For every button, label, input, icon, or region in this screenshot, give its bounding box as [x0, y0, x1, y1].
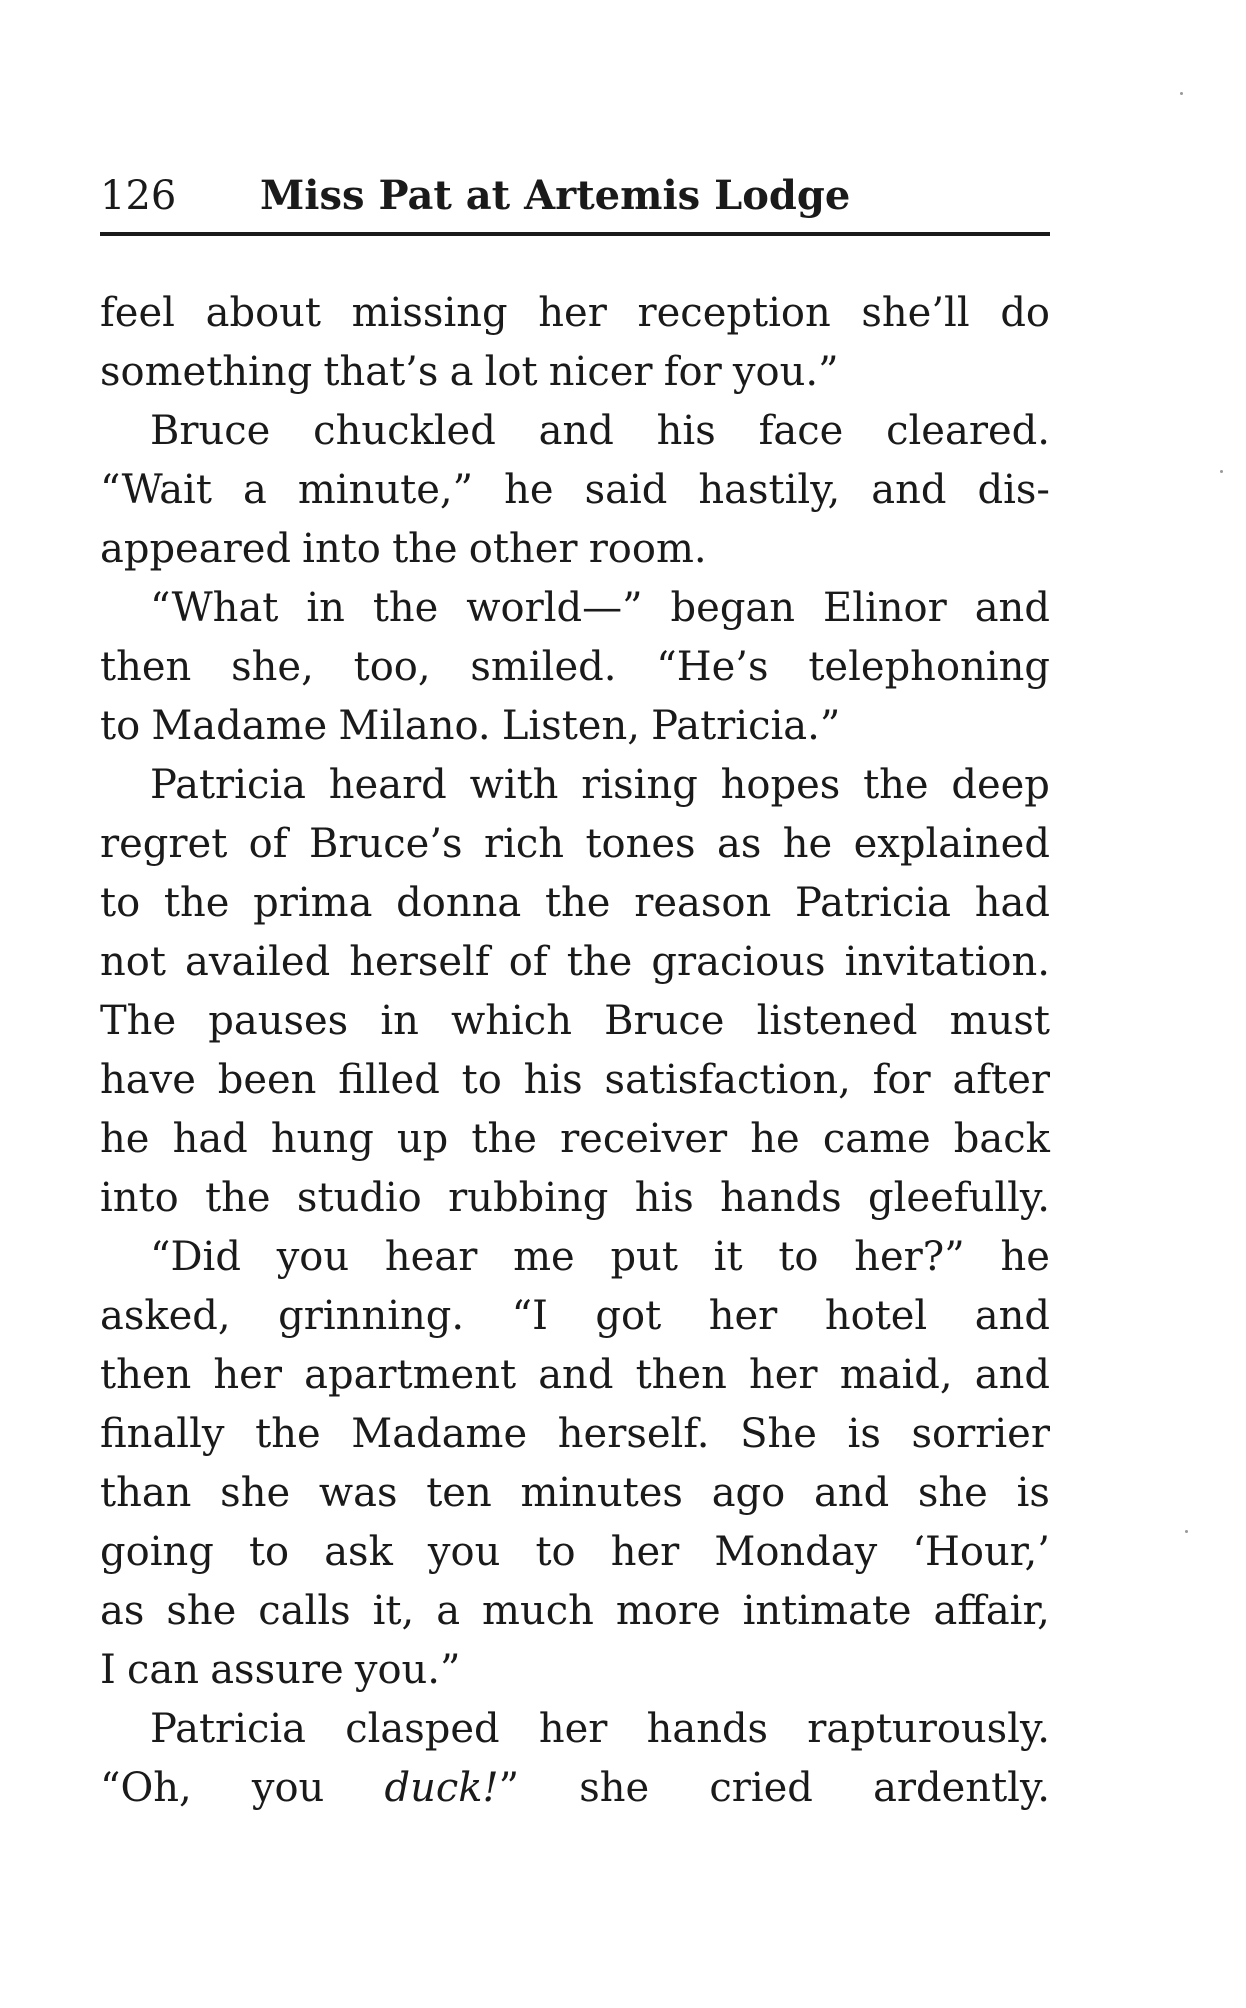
word: hotel — [824, 1293, 928, 1339]
word: gleefully. — [868, 1175, 1050, 1221]
word: ‘Hour,’ — [912, 1529, 1050, 1575]
word: she — [220, 1470, 291, 1516]
word: into — [302, 526, 381, 572]
word: finally — [100, 1411, 225, 1457]
word: began — [670, 585, 796, 631]
word: ask — [324, 1529, 393, 1575]
word: donna — [396, 880, 522, 926]
word: her — [708, 1293, 778, 1339]
word: sorrier — [911, 1411, 1050, 1457]
word: maid, — [839, 1352, 953, 1398]
word: “He’s — [656, 644, 769, 690]
word: to — [535, 1529, 576, 1575]
text-line — [100, 992, 1050, 1051]
word: deep — [951, 762, 1050, 808]
word: it, — [372, 1588, 415, 1634]
page-number: 126 — [100, 173, 177, 219]
word: and — [974, 1352, 1050, 1398]
text-line — [100, 1700, 1050, 1759]
word: hopes — [720, 762, 841, 808]
word: reason — [634, 880, 772, 926]
word: she’ll — [861, 290, 970, 336]
text-line — [100, 933, 1050, 992]
word: the — [544, 880, 611, 926]
word: and — [974, 585, 1050, 631]
word: She — [740, 1411, 817, 1457]
word: rubbing — [448, 1175, 609, 1221]
word: something — [100, 349, 313, 395]
word: and — [538, 1352, 614, 1398]
word: in — [380, 998, 419, 1044]
text-line — [100, 1346, 1050, 1405]
word: was — [318, 1470, 398, 1516]
word: you — [427, 1529, 501, 1575]
word: about — [205, 290, 321, 336]
word: more — [615, 1588, 721, 1634]
word: into — [100, 1175, 179, 1221]
word: room. — [588, 526, 707, 572]
word: Madame — [351, 1411, 528, 1457]
word: you — [276, 1234, 350, 1280]
word: he — [100, 1116, 150, 1162]
text-line — [100, 1051, 1050, 1110]
header-rule — [100, 232, 1050, 236]
word: grinning. — [278, 1293, 465, 1339]
text-line — [100, 520, 1050, 579]
text-line — [100, 579, 1050, 638]
text-line — [100, 1759, 1050, 1818]
word: as — [716, 821, 762, 867]
word: she — [166, 1588, 237, 1634]
word: of — [508, 939, 548, 985]
word: not — [100, 939, 166, 985]
word: Patricia — [150, 762, 306, 808]
running-head — [100, 166, 1050, 226]
text-line — [100, 874, 1050, 933]
word: a — [242, 467, 267, 513]
word: in — [306, 585, 345, 631]
word: hands — [720, 1175, 842, 1221]
word: been — [217, 1057, 317, 1103]
text-line — [100, 461, 1050, 520]
word: feel — [100, 290, 175, 336]
word: can — [127, 1647, 200, 1693]
word: said — [584, 467, 668, 513]
word: asked, — [100, 1293, 231, 1339]
word: reception — [637, 290, 831, 336]
word: “I — [511, 1293, 548, 1339]
body-text — [100, 284, 1050, 1818]
word: to — [248, 1529, 290, 1575]
word: must — [949, 998, 1050, 1044]
word: other — [468, 526, 578, 572]
word: and — [974, 1293, 1050, 1339]
word: a — [436, 1588, 461, 1634]
text-line — [100, 1523, 1050, 1582]
word: regret — [100, 821, 228, 867]
word: you.” — [732, 349, 839, 395]
word: The — [100, 998, 177, 1044]
text-line — [100, 1169, 1050, 1228]
word: it — [713, 1234, 743, 1280]
word: her — [213, 1352, 282, 1398]
word: too, — [353, 644, 431, 690]
word: lot — [484, 349, 538, 395]
word: have — [100, 1057, 196, 1103]
word: dis- — [977, 467, 1050, 513]
word: to — [100, 880, 141, 926]
word: the — [392, 526, 458, 572]
word: Madame — [151, 703, 328, 749]
word: came — [822, 1116, 931, 1162]
text-line — [100, 1405, 1050, 1464]
word: she, — [231, 644, 314, 690]
word: Patricia — [150, 1706, 306, 1752]
word: hung — [270, 1116, 374, 1162]
word: explained — [853, 821, 1050, 867]
word: minutes — [520, 1470, 683, 1516]
word: of — [248, 821, 288, 867]
word: than — [100, 1470, 192, 1516]
word: he — [504, 467, 554, 513]
word: hear — [384, 1234, 478, 1280]
text-line — [100, 1464, 1050, 1523]
word: then — [100, 644, 192, 690]
word: a — [449, 349, 474, 395]
text-line — [100, 1287, 1050, 1346]
text-line — [100, 343, 1050, 402]
word: ardently. — [873, 1765, 1050, 1811]
word: “Oh, — [100, 1765, 192, 1811]
word: gracious — [651, 939, 826, 985]
word: filled — [338, 1057, 440, 1103]
word: nicer — [548, 349, 653, 395]
word: hastily, — [698, 467, 841, 513]
word: Patricia — [794, 880, 951, 926]
word: Bruce — [150, 408, 271, 454]
text-line — [100, 284, 1050, 343]
scan-speck — [1180, 92, 1183, 95]
word: I — [100, 1647, 116, 1693]
word: his — [634, 1175, 694, 1221]
word: chuckled — [313, 408, 496, 454]
word: Bruce — [604, 998, 725, 1044]
word: telephoning — [808, 644, 1050, 690]
word: receiver — [560, 1116, 728, 1162]
word: prima — [253, 880, 373, 926]
word: for — [872, 1057, 931, 1103]
word: hands — [646, 1706, 769, 1752]
word: to — [461, 1057, 502, 1103]
text-line — [100, 638, 1050, 697]
word: to — [100, 703, 141, 749]
word: the — [255, 1411, 321, 1457]
word: me — [513, 1234, 575, 1280]
word: the — [566, 939, 633, 985]
word: Patricia.” — [651, 703, 841, 749]
word: herself — [349, 939, 490, 985]
word: her — [538, 290, 607, 336]
text-line — [100, 697, 1050, 756]
word: availed — [185, 939, 331, 985]
word: then — [635, 1352, 727, 1398]
word: “Did — [150, 1234, 241, 1280]
word: to — [778, 1234, 819, 1280]
word: pauses — [208, 998, 349, 1044]
word: apartment — [304, 1352, 517, 1398]
word: his — [523, 1057, 583, 1103]
word: studio — [296, 1175, 422, 1221]
word: smiled. — [470, 644, 617, 690]
text-line — [100, 756, 1050, 815]
word: for — [663, 349, 722, 395]
word: Bruce’s — [308, 821, 463, 867]
word: going — [100, 1529, 214, 1575]
word: affair, — [933, 1588, 1050, 1634]
word: she — [917, 1470, 988, 1516]
word: her — [610, 1529, 680, 1575]
word: the — [471, 1116, 537, 1162]
word: that’s — [323, 349, 439, 395]
book-title: Miss Pat at Artemis Lodge — [260, 172, 851, 219]
word: missing — [351, 290, 508, 336]
word: Listen, — [501, 703, 640, 749]
text-line — [100, 815, 1050, 874]
word: her — [748, 1352, 818, 1398]
word: cried — [709, 1765, 813, 1811]
word: much — [482, 1588, 594, 1634]
word: he — [750, 1116, 800, 1162]
word: his — [656, 408, 716, 454]
text-line — [100, 402, 1050, 461]
word: got — [595, 1293, 662, 1339]
word: Milano. — [338, 703, 491, 749]
word: rich — [483, 821, 565, 867]
word: then — [100, 1352, 192, 1398]
word: tones — [585, 821, 696, 867]
word: Elinor — [823, 585, 947, 631]
text-line — [100, 1228, 1050, 1287]
word: duck!” — [384, 1765, 520, 1811]
word: back — [953, 1116, 1050, 1162]
word: he — [782, 821, 833, 867]
word: is — [1016, 1470, 1050, 1516]
word: is — [847, 1411, 881, 1457]
word: “Wait — [100, 467, 212, 513]
text-line — [100, 1582, 1050, 1641]
word: up — [396, 1116, 449, 1162]
word: had — [172, 1116, 248, 1162]
word: she — [579, 1765, 650, 1811]
word: the — [372, 585, 439, 631]
word: herself. — [557, 1411, 710, 1457]
word: and — [538, 408, 614, 454]
scan-speck — [1220, 470, 1223, 473]
word: ago — [711, 1470, 786, 1516]
word: assure — [210, 1647, 344, 1693]
word: her — [538, 1706, 608, 1752]
word: cleared. — [886, 408, 1050, 454]
word: as — [100, 1588, 145, 1634]
word: ten — [426, 1470, 492, 1516]
word: calls — [258, 1588, 351, 1634]
word: world—” — [466, 585, 643, 631]
word: minute,” — [297, 467, 474, 513]
word: the — [205, 1175, 271, 1221]
word: invitation. — [844, 939, 1050, 985]
word: which — [451, 998, 572, 1044]
word: face — [758, 408, 844, 454]
text-line — [100, 1110, 1050, 1169]
word: heard — [328, 762, 447, 808]
text-line — [100, 1641, 1050, 1700]
word: satisfaction, — [604, 1057, 851, 1103]
word: do — [1000, 290, 1050, 336]
scan-speck — [1185, 1530, 1188, 1533]
word: rising — [581, 762, 698, 808]
word: after — [952, 1057, 1050, 1103]
word: “What — [150, 585, 279, 631]
word: and — [871, 467, 947, 513]
word: you — [251, 1765, 325, 1811]
word: the — [163, 880, 230, 926]
word: with — [469, 762, 559, 808]
word: clasped — [345, 1706, 500, 1752]
word: intimate — [742, 1588, 912, 1634]
word: rapturously. — [807, 1706, 1050, 1752]
word: the — [863, 762, 929, 808]
word: appeared — [100, 526, 291, 572]
word: and — [813, 1470, 890, 1516]
word: her?” — [854, 1234, 965, 1280]
word: he — [1000, 1234, 1050, 1280]
word: had — [974, 880, 1050, 926]
word: put — [610, 1234, 678, 1280]
word: listened — [756, 998, 918, 1044]
word: you.” — [354, 1647, 461, 1693]
word: Monday — [714, 1529, 878, 1575]
